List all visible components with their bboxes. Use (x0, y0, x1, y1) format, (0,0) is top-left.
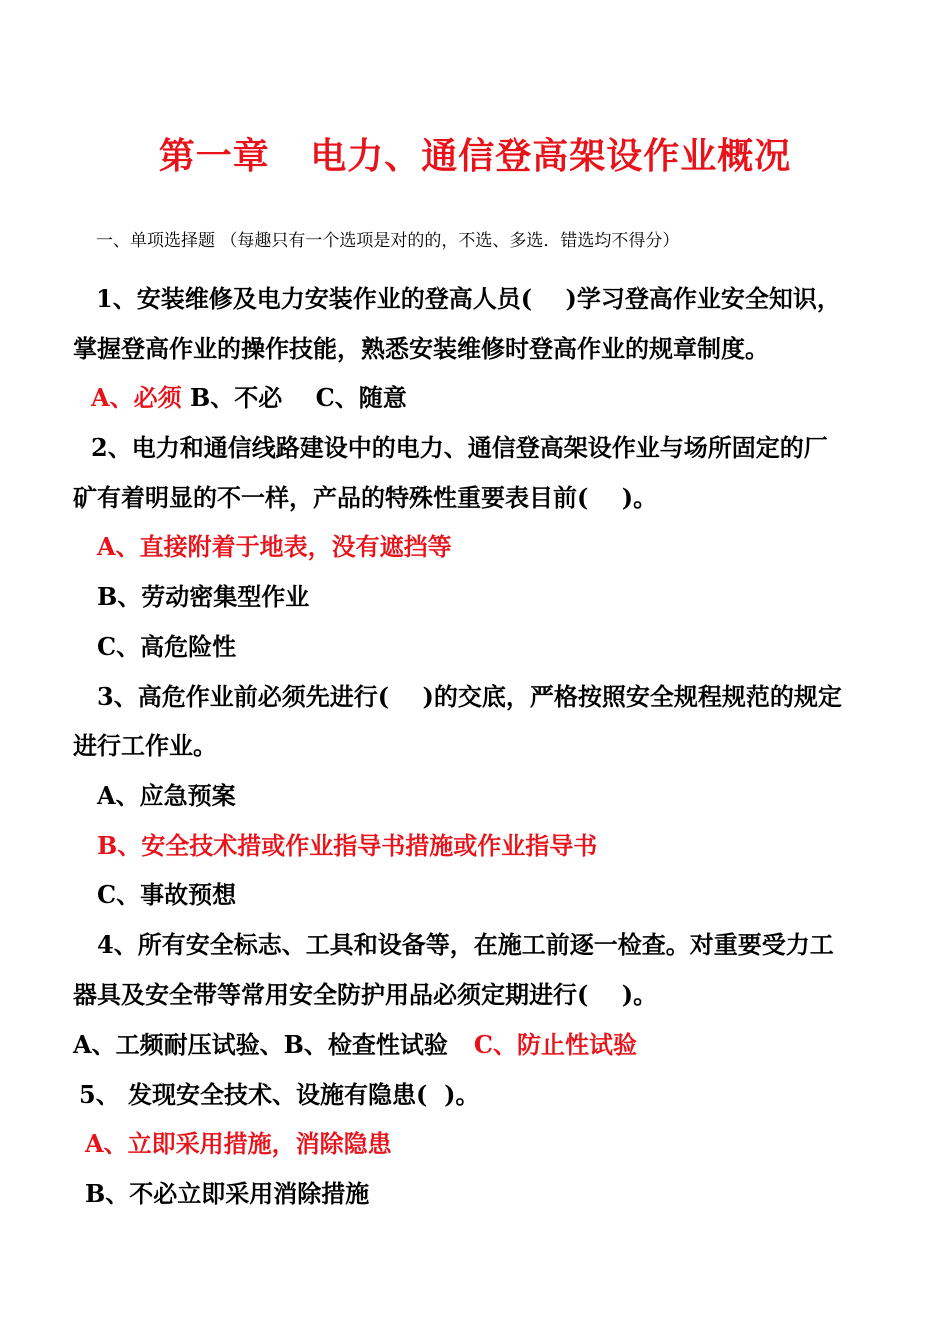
question-2-option-b: B、劳动密集型作业 (97, 582, 310, 611)
question-4-option-ab: A、工频耐压试验、B、检查性试验 (73, 1030, 448, 1059)
question-5-stem: 5、 发现安全技术、设施有隐患( )。 (79, 1080, 480, 1109)
question-1-options (91, 383, 407, 413)
question-3-option-c: C、事故预想 (97, 880, 237, 909)
question-1-option-bc: B、不必 C、随意 (181, 383, 407, 412)
question-3-option-b: B、安全技术措或作业指导书措施或作业指导书 (97, 831, 598, 860)
question-5-option-a: A、立即采用措施，消除隐患 (85, 1129, 392, 1158)
question-1-option-a: A、必须 (91, 383, 182, 412)
question-2-option-c: C、高危险性 (97, 632, 237, 661)
question-4-stem-line1: 4、所有安全标志、工具和设备等，在施工前逐一检查。对重要受力工 (97, 930, 834, 959)
question-4-option-c: C、防止性试验 (473, 1030, 638, 1059)
question-2-stem-line2: 矿有着明显的不一样，产品的特殊性重要表目前( )。 (73, 483, 658, 512)
question-1-stem-line1: 1、安装维修及电力安装作业的登高人员( )学习登高作业安全知识， (96, 284, 841, 313)
question-3-stem-line2: 进行工作业。 (73, 731, 217, 760)
question-3-stem-line1: 3、高危作业前必须先进行( )的交底，严格按照安全规程规范的规定 (97, 682, 842, 711)
question-3-option-a: A、应急预案 (97, 781, 236, 810)
page-title: 第一章 电力、通信登高架设作业概况 (158, 135, 792, 177)
question-4-options (73, 1030, 637, 1060)
question-2-stem-line1: 2、电力和通信线路建设中的电力、通信登高架设作业与场所固定的厂 (91, 433, 828, 462)
question-1-stem-line2: 掌握登高作业的操作技能，熟悉安装维修时登高作业的规章制度。 (73, 334, 769, 363)
question-4-stem-line2: 器具及安全带等常用安全防护用品必须定期进行( )。 (73, 980, 658, 1009)
question-2-option-a: A、直接附着于地表，没有遮挡等 (97, 532, 452, 561)
question-5-option-b: B、不必立即采用消除措施 (85, 1179, 370, 1208)
section-heading: 一、单项选择题 （每趣只有一个选项是对的的，不选、多选．错选均不得分） (96, 231, 680, 251)
